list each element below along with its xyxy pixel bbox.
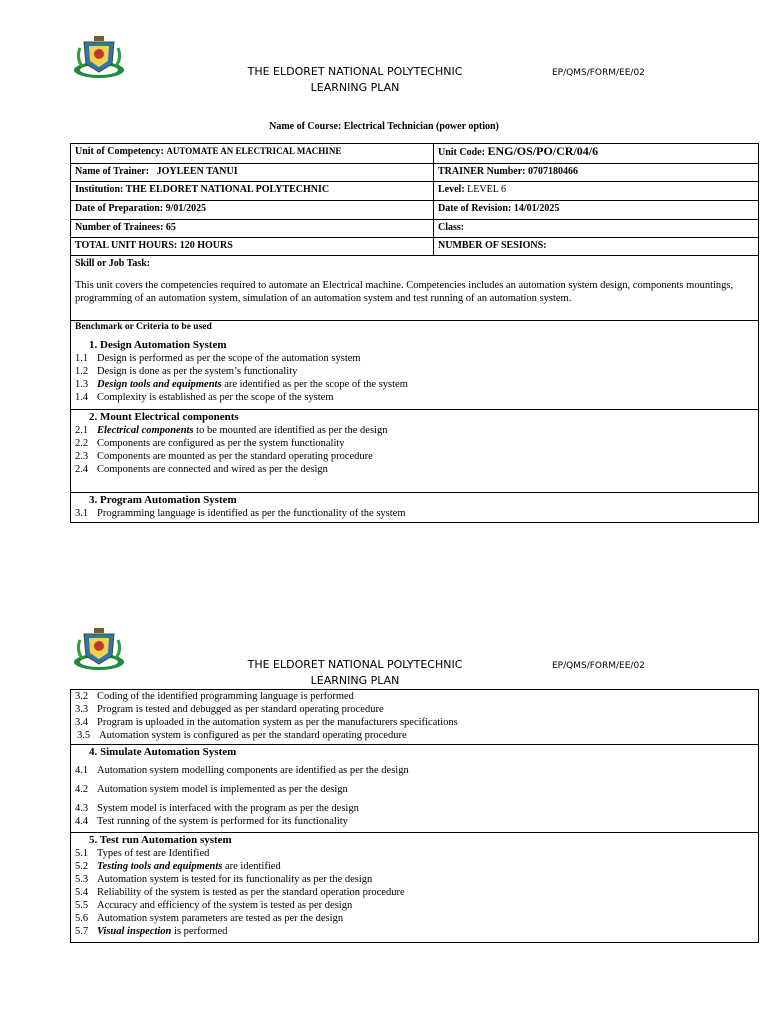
unit-label: Unit of Competency: xyxy=(75,146,164,157)
level-label: Level: xyxy=(438,184,465,195)
criteria-item: 1.4 Complexity is established as per the scope of the system xyxy=(75,392,334,403)
learning-plan-table-p1 xyxy=(70,143,759,523)
trainer-number: TRAINER Number: 0707180466 xyxy=(434,164,759,182)
criteria-item: 2.2 Components are configured as per the system functionality xyxy=(75,438,345,449)
section-2-cell xyxy=(71,410,759,493)
trainer-value: JOYLEEN TANUI xyxy=(156,166,238,177)
unit-of-competency-cell xyxy=(71,144,434,164)
course-name: Name of Course: Electrical Technician (power option) xyxy=(269,121,499,132)
criteria-item: 5.6 Automation system parameters are tested as per the design xyxy=(75,913,344,924)
total-unit-hours: TOTAL UNIT HOURS: 120 HOURS xyxy=(71,238,434,256)
number-of-trainees: Number of Trainees: 65 xyxy=(71,220,434,238)
section-1-title: 1. Design Automation System xyxy=(89,339,227,351)
unit-code-label: Unit Code: xyxy=(438,147,485,158)
criteria-item: 3.4 Program is uploaded in the automation system as per the manufacturers specifications xyxy=(75,717,458,728)
criteria-item: 5.5 Accuracy and efficiency of the system is tested as per design xyxy=(75,900,353,911)
institution-name: THE ELDORET NATIONAL POLYTECHNIC xyxy=(247,65,463,78)
class-cell: Class: xyxy=(434,220,759,238)
criteria-item: 1.1 Design is performed as per the scope of the automation system xyxy=(75,353,361,364)
unit-code-cell xyxy=(434,144,759,164)
number-of-sessions: NUMBER OF SESIONS: xyxy=(434,238,759,256)
criteria-item: 3.5 Automation system is configured as per the standard operating procedure xyxy=(77,730,407,741)
polytechnic-crest-icon xyxy=(72,34,126,82)
learning-plan-table-p2 xyxy=(70,689,759,943)
page2-header xyxy=(240,657,470,689)
institution-name: THE ELDORET NATIONAL POLYTECHNIC xyxy=(247,658,463,671)
criteria-item: 5.1 Types of test are Identified xyxy=(75,848,210,859)
doc-title: LEARNING PLAN xyxy=(310,81,400,94)
criteria-item: 1.3 Design tools and equipments are identified as per the scope of the system xyxy=(75,379,408,390)
level-cell xyxy=(434,182,759,201)
doc-title: LEARNING PLAN xyxy=(310,674,400,687)
criteria-item: 4.2 Automation system model is implemented as per the design xyxy=(75,784,348,795)
section-5-cell xyxy=(71,833,759,943)
form-code: EP/QMS/FORM/EE/02 xyxy=(552,661,645,671)
section-3-cell xyxy=(71,493,759,523)
section-5-title: 5. Test run Automation system xyxy=(89,834,232,846)
level-value: LEVEL 6 xyxy=(467,184,506,195)
institution-row: Institution: THE ELDORET NATIONAL POLYTECHNIC xyxy=(71,182,434,201)
trainer-cell xyxy=(71,164,434,182)
criteria-item: 2.1 Electrical components to be mounted are identified as per the design xyxy=(75,425,388,436)
criteria-item: 5.2 Testing tools and equipments are identified xyxy=(75,861,281,872)
section-4-title: 4. Simulate Automation System xyxy=(89,746,237,758)
benchmark-cell xyxy=(71,321,759,410)
criteria-item: 5.7 Visual inspection is performed xyxy=(75,926,228,937)
page1-header xyxy=(240,64,470,96)
section-3-continued-cell xyxy=(71,690,759,745)
criteria-item: 1.2 Design is done as per the system’s functionality xyxy=(75,366,298,377)
criteria-item: 4.1 Automation system modelling components are identified as per the design xyxy=(75,765,409,776)
criteria-item: 2.3 Components are mounted as per the standard operating procedure xyxy=(75,451,373,462)
date-of-preparation: Date of Preparation: 9/01/2025 xyxy=(71,201,434,220)
unit-code-value: ENG/OS/PO/CR/04/6 xyxy=(487,144,599,158)
criteria-item: 5.4 Reliability of the system is tested as per the standard operation procedure xyxy=(75,887,405,898)
section-2-title: 2. Mount Electrical components xyxy=(89,411,239,423)
skill-label: Skill or Job Task: xyxy=(75,258,151,269)
criteria-item: 4.4 Test running of the system is performed for its functionality xyxy=(75,816,348,827)
criteria-item: 2.4 Components are connected and wired as per the design xyxy=(75,464,328,475)
date-of-revision: Date of Revision: 14/01/2025 xyxy=(434,201,759,220)
skill-text: This unit covers the competencies required to automate an Electrical machine. Competencies includes an automation system design, components mountings, programming of an automation system, simulation of an automation system and test running of an automation system. xyxy=(75,280,734,304)
criteria-item: 3.2 Coding of the identified programming language is performed xyxy=(75,691,354,702)
criteria-item: 3.1 Programming language is identified as per the functionality of the system xyxy=(75,508,406,519)
polytechnic-crest-icon xyxy=(72,626,126,674)
skill-cell xyxy=(71,256,759,321)
unit-value: AUTOMATE AN ELECTRICAL MACHINE xyxy=(166,146,342,156)
section-3-title: 3. Program Automation System xyxy=(89,494,237,506)
form-code: EP/QMS/FORM/EE/02 xyxy=(552,68,645,78)
benchmark-label: Benchmark or Criteria to be used xyxy=(75,322,212,332)
criteria-item: 5.3 Automation system is tested for its functionality as per the design xyxy=(75,874,373,885)
criteria-item: 3.3 Program is tested and debugged as per standard operating procedure xyxy=(75,704,384,715)
section-4-cell xyxy=(71,745,759,833)
trainer-label: Name of Trainer: xyxy=(75,166,150,177)
criteria-item: 4.3 System model is interfaced with the program as per the design xyxy=(75,803,359,814)
